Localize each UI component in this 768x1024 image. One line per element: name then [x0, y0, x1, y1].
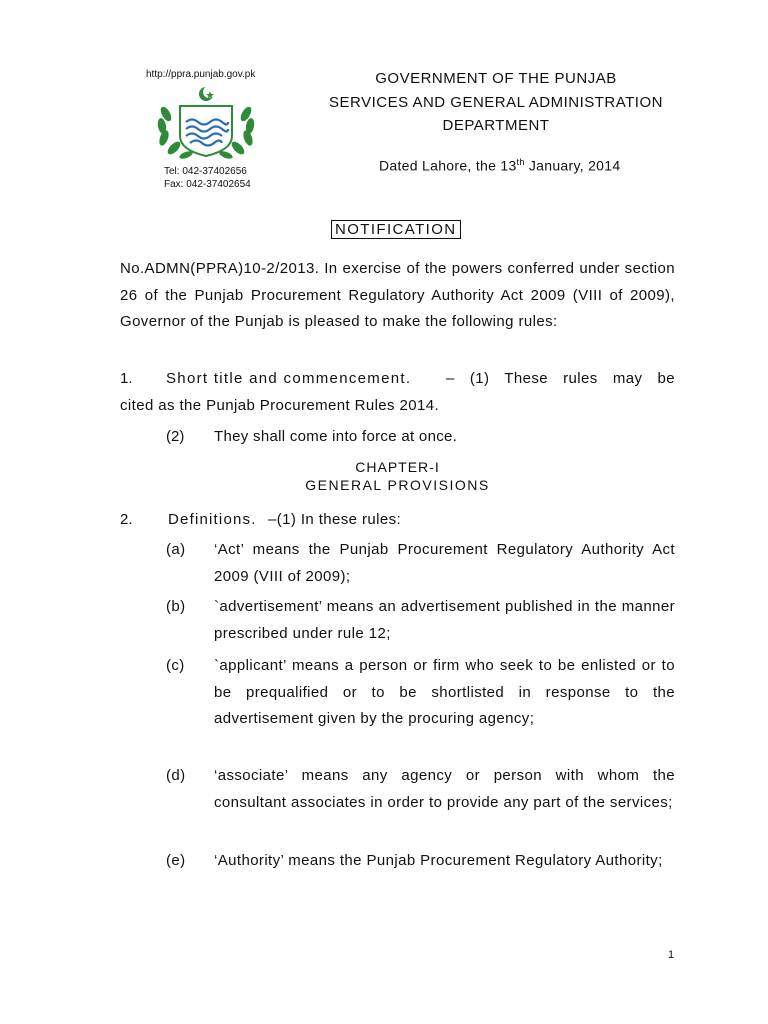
rule-1-sub-2-text: They shall come into force at once.: [214, 428, 458, 445]
header-line-2: SERVICES AND GENERAL ADMINISTRATION: [329, 94, 663, 111]
rule-1-sub-2-label: (2): [166, 428, 185, 445]
definition-label: (b): [166, 598, 186, 615]
date-line: [379, 157, 620, 174]
definition-label: (c): [166, 657, 185, 674]
date-prefix: Dated Lahore, the 13: [379, 157, 517, 174]
definition-label: (e): [166, 852, 186, 869]
definition-text: ‘associate’ means any agency or person with whom the consultant associates in order to provide any part of the services;: [214, 767, 675, 811]
definition-text: ‘Act’ means the Punjab Procurement Regulatory Authority Act 2009 (VIII of 2009);: [214, 541, 675, 585]
header-line-3: DEPARTMENT: [442, 117, 550, 134]
rule-1-heading: Short title and commencement.: [166, 370, 412, 387]
definition-label: (d): [166, 767, 186, 784]
date-superscript: th: [516, 157, 525, 167]
definition-text: `applicant’ means a person or firm who seek to be enlisted or to be prequalified or to be shortlisted in response to the advertisement given by the procuring agency;: [214, 657, 675, 728]
rule-2-text: –(1) In these rules:: [268, 511, 402, 528]
rule-1-text-b: cited as the Punjab Procurement Rules 2014.: [120, 397, 440, 414]
definition-text: ‘Authority’ means the Punjab Procurement Regulatory Authority;: [214, 852, 663, 869]
rule-1-number: 1.: [120, 370, 133, 387]
chapter-title: CHAPTER-I: [355, 459, 440, 475]
fax: Fax: 042-37402654: [164, 179, 251, 190]
definition-label: (a): [166, 541, 186, 558]
page-number: 1: [668, 949, 675, 961]
date-suffix: January, 2014: [524, 157, 621, 174]
intro-paragraph: No.ADMN(PPRA)10-2/2013. In exercise of the powers conferred under section 26 of the Punjab Procurement Regulatory Authority Act 2009 (VIII of 2009), Governor of the Punjab is pleased to make the following rules:: [120, 260, 675, 331]
rule-1-text-a: – (1) These rules may be: [446, 370, 675, 387]
rule-2-heading: Definitions.: [168, 511, 257, 528]
notification-box: [331, 221, 461, 239]
punjab-emblem-logo: [152, 84, 260, 162]
rule-2-number: 2.: [120, 511, 133, 528]
notification-title: NOTIFICATION: [331, 220, 461, 239]
header-line-1: GOVERNMENT OF THE PUNJAB: [375, 70, 617, 87]
telephone: Tel: 042-37402656: [164, 166, 247, 177]
website-url: http://ppra.punjab.gov.pk: [146, 69, 256, 80]
definition-text: `advertisement’ means an advertisement published in the manner prescribed under rule 12;: [214, 598, 675, 642]
chapter-subtitle: GENERAL PROVISIONS: [305, 477, 490, 493]
